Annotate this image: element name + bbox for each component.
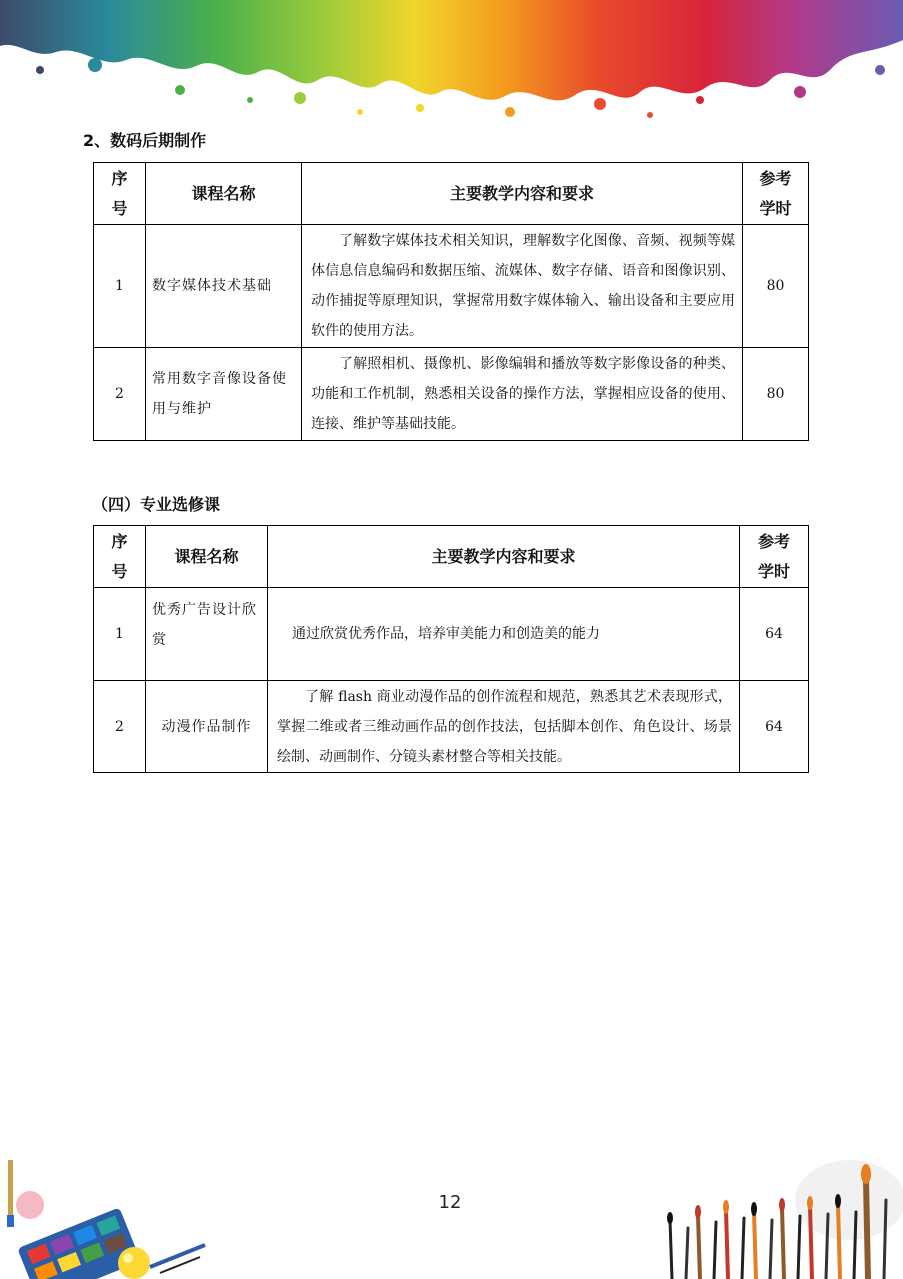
paint-palette-decoration-icon [0,1155,230,1279]
header-hours: 参考学时 [740,526,809,588]
row-hours: 80 [743,348,809,441]
table-header-row [94,526,809,588]
row-course-name: 数字媒体技术基础 [146,225,302,348]
row-course-name: 常用数字音像设备使用与维护 [146,348,302,441]
section-title-elective-courses: （四）专业选修课 [92,495,221,514]
row-hours: 64 [740,588,809,681]
header-content: 主要教学内容和要求 [268,526,740,588]
header-no: 序号 [94,526,146,588]
section-title-digital-post-production: 2、数码后期制作 [83,131,207,150]
course-table-digital-post-production [93,162,809,441]
paint-brushes-decoration-icon [650,1160,903,1279]
header-hours: 参考学时 [743,163,809,225]
row-no: 2 [94,348,146,441]
row-hours: 80 [743,225,809,348]
row-content: 了解照相机、摄像机、影像编辑和播放等数字影像设备的种类、功能和工作机制，熟悉相关设备的操作方法，掌握相应设备的使用、连接、维护等基础技能。 [302,348,743,441]
row-course-name: 优秀广告设计欣赏 [146,588,268,681]
header-content: 主要教学内容和要求 [302,163,743,225]
row-course-name: 动漫作品制作 [146,681,268,773]
header-course-name: 课程名称 [146,526,268,588]
row-content: 了解数字媒体技术相关知识，理解数字化图像、音频、视频等媒体信息信息编码和数据压缩、流媒体、数字存储、语音和图像识别、动作捕捉等原理知识，掌握常用数字媒体输入、输出设备和主要应用软件的使用方法。 [302,225,743,348]
row-content: 了解 flash 商业动漫作品的创作流程和规范，熟悉其艺术表现形式，掌握二维或者三维动画作品的创作技法，包括脚本创作、角色设计、场景绘制、动画制作、分镜头素材整合等相关技能。 [268,681,740,773]
page-number: 12 [438,1192,462,1213]
row-hours: 64 [740,681,809,773]
row-no: 1 [94,588,146,681]
row-content: 通过欣赏优秀作品，培养审美能力和创造美的能力 [268,588,740,681]
table-row [94,225,809,348]
header-course-name: 课程名称 [146,163,302,225]
table-row [94,588,809,681]
course-table-elective-courses [93,525,809,773]
header-no: 序号 [94,163,146,225]
table-row [94,348,809,441]
table-header-row [94,163,809,225]
table-row [94,681,809,773]
row-no: 2 [94,681,146,773]
row-no: 1 [94,225,146,348]
paint-splash-banner-icon [0,0,903,125]
